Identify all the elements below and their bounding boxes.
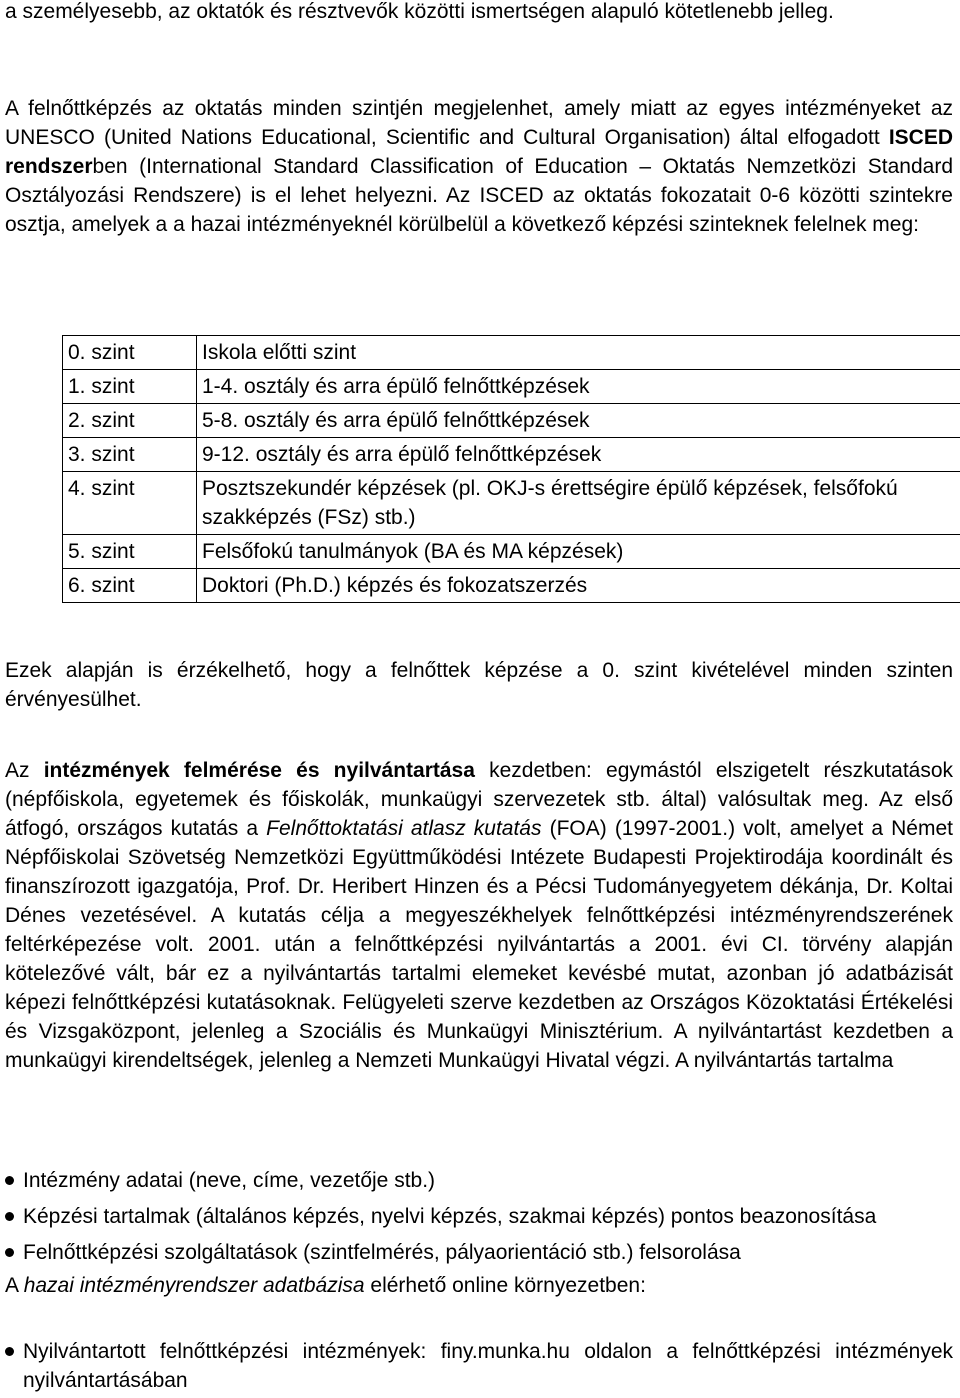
bullet-icon [5,1212,14,1221]
survey-paragraph [5,756,953,1075]
list-item-text: Nyilvántartott felnőttképzési intézmények: finy.munka.hu oldalon a felnőttképzési intézmények nyilvántartásában [23,1340,953,1392]
isced-paragraph [5,94,953,239]
level-cell: 3. szint [63,438,197,472]
level-desc-cell: Felsőfokú tanulmányok (BA és MA képzések) [197,535,960,569]
table-row [63,569,960,603]
level-desc-cell: 1-4. osztály és arra épülő felnőttképzések [197,370,960,404]
level-desc-cell: Posztszekundér képzések (pl. OKJ-s érettségire épülő képzések, felsőfokú szakképzés (FSz) stb.) [197,472,960,535]
list-item-text: Képzési tartalmak (általános képzés, nyelvi képzés, szakmai képzés) pontos beazonosítása [23,1205,877,1228]
table-row [63,472,960,535]
survey-text-1: Az [5,759,44,782]
level-cell: 5. szint [63,535,197,569]
table-row [63,438,960,472]
summary-paragraph: Ezek alapján is érzékelhető, hogy a felnőttek képzése a 0. szint kivételével minden szinten érvényesülhet. [5,659,953,711]
level-cell: 0. szint [63,336,197,370]
level-cell: 1. szint [63,370,197,404]
level-cell: 6. szint [63,569,197,603]
bullet-icon [5,1347,14,1356]
level-desc-cell: 9-12. osztály és arra épülő felnőttképzések [197,438,960,472]
survey-bold: intézmények felmérése és nyilvántartása [43,759,475,782]
database-paragraph [5,1271,953,1300]
register-content-list [5,1166,953,1274]
intro-paragraph: a személyesebb, az oktatók és résztvevők közötti ismertségen alapuló kötetlenebb jelleg. [5,0,834,23]
list-item [5,1202,953,1231]
online-database-list [5,1337,953,1395]
list-item [5,1337,953,1395]
level-cell: 4. szint [63,472,197,535]
list-item-text: Intézmény adatai (neve, címe, vezetője stb.) [23,1169,436,1192]
level-desc-cell: Iskola előtti szint [197,336,960,370]
isced-text-2: ben (International Standard Classification of Education – Oktatás Nemzetközi Standard Osztályozási Rendszere) is el lehet helyezni. Az ISCED az oktatás fokozatait 0-6 közötti szintekre osztja, amelyek a a hazai intézményeknél körülbelül a következő képzési szinteknek felelnek meg: [5,155,953,236]
survey-text-2: kezdetben: egymástól elszigetelt részkutatások (népfőiskola, egyetemek és főiskolák, munkaügyi szervezetek stb. által) valósultak meg. Az első átfogó, országos kutatás a [5,759,954,840]
survey-italic: Felnőttoktatási atlasz kutatás [266,817,542,840]
isced-bold: ISCED rendszer [5,126,953,178]
table-row [63,535,960,569]
level-desc-cell: 5-8. osztály és arra épülő felnőttképzések [197,404,960,438]
list-item [5,1166,953,1195]
database-text-2: elérhető online környezetben: [364,1274,646,1297]
list-item-text: Felnőttképzési szolgáltatások (szintfelmérés, pályaorientáció stb.) felsorolása [23,1241,741,1264]
bullet-icon [5,1248,14,1257]
database-italic: hazai intézményrendszer adatbázisa [23,1274,365,1297]
table-row [63,336,960,370]
isced-levels-table [62,335,960,603]
table-row [63,370,960,404]
survey-text-3: (FOA) (1997-2001.) volt, amelyet a Német Népfőiskolai Szövetség Nemzetközi Együttműködési Intézete Budapesti Projektirodája koordinált és finanszírozott igazgatója, Prof. Dr. Heribert Hinzen és a Pécsi Tudományegyetem dékánja, Dr. Koltai Dénes vezetésével. A kutatás célja a megyeszékhelyek felnőttképzési intézményrendszerének feltérképezése volt. 2001. után a felnőttképzési nyilvántartás a 2001. évi CI. törvény alapján kötelezővé vált, bár ez a nyilvántartás tartalmi elemeket kevésbé mutat, azonban jó adatbázisát képezi felnőttképzési kutatásoknak. Felügyeleti szerve kezdetben az Országos Közoktatási Értékelési és Vizsgaközpont, jelenleg a Szociális és Munkaügyi Minisztérium. A nyilvántartást kezdetben a munkaügyi kirendeltségek, jelenleg a Nemzeti Munkaügyi Hivatal végzi. A nyilvántartás tartalma [5,817,953,1072]
isced-text-1: A felnőttképzés az oktatás minden szintjén megjelenhet, amely miatt az egyes intézményeket az UNESCO (United Nations Educational, Scientific and Cultural Organisation) által elfogadott [5,97,953,149]
level-desc-cell: Doktori (Ph.D.) képzés és fokozatszerzés [197,569,960,603]
bullet-icon [5,1176,14,1185]
level-cell: 2. szint [63,404,197,438]
table-row [63,404,960,438]
database-text-1: A [5,1274,24,1297]
list-item [5,1238,953,1267]
